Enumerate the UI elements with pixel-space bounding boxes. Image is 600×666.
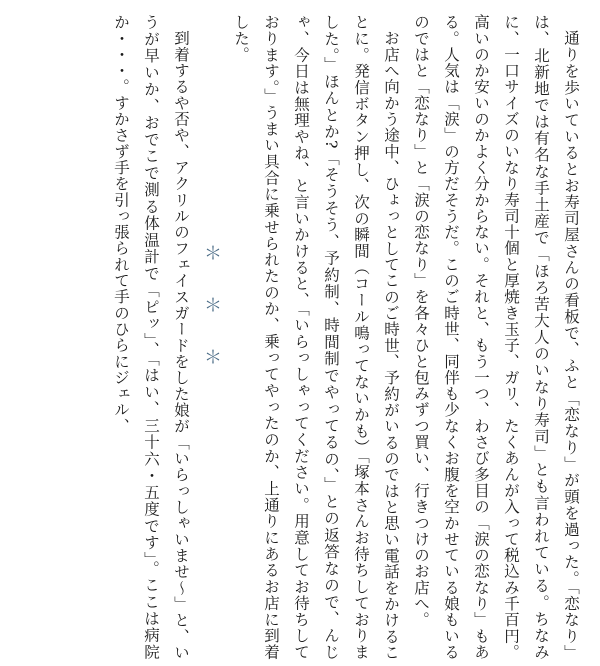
separator-mark-2: ＊ xyxy=(201,296,222,314)
separator-mark-3: ＊ xyxy=(201,348,222,366)
paragraph-1: 通りを歩いているとお寿司屋さんの看板で、ふと「恋なり」が頭を過った。「恋なり」は、北新地では有名な手土産で「ほろ苦大人のいなり寿司」とも言われている。ちなみに、一口サイズのいなり寿司十個と厚焼き玉子、ガリ、たくあんが入って税込み千百円。高いのか安いのかよく分からない。それと、もう一つ、わさび多目の「涙の恋なり」もある。人気は「涙」の方だそうだ。このご時世、同伴も少なくお腹を空かせている娘もいるのではと「恋なり」と「涙の恋なり」を各々ひと包みずつ買い、行きつけのお店へ。 xyxy=(412,14,580,660)
paragraph-3: 到着するや否や、アクリルのフェイスガードをした娘が「いらっしゃいませ～」と、いうが早いか、おでこで測る体温計で「ピッ」、「はい、三十六・五度です」。ここは病院か・・・。すかさず手を引っ張られて手のひらにジェル、 xyxy=(112,14,190,660)
section-separator xyxy=(196,14,226,660)
paragraph-2: お店へ向かう途中、ひょっとしてこのご時世、予約がいるのではと思い電話をかけることに。発信ボタン押し、次の瞬間（コール鳴ってないかも）「塚本さんお待ちしておりました。」ほんとか?「そうそう、予約制、時間制でやってるの、」との返答なので、んじゃ、今日は無理やね、と言いかけると、「いらっしゃってください。用意してお待ちしております。」うまい具合に乗せられたのか、乗ってやったのか、上通りにあるお店に到着した。 xyxy=(232,14,400,660)
separator-mark-1: ＊ xyxy=(201,244,222,262)
vertical-text-body xyxy=(106,14,586,660)
